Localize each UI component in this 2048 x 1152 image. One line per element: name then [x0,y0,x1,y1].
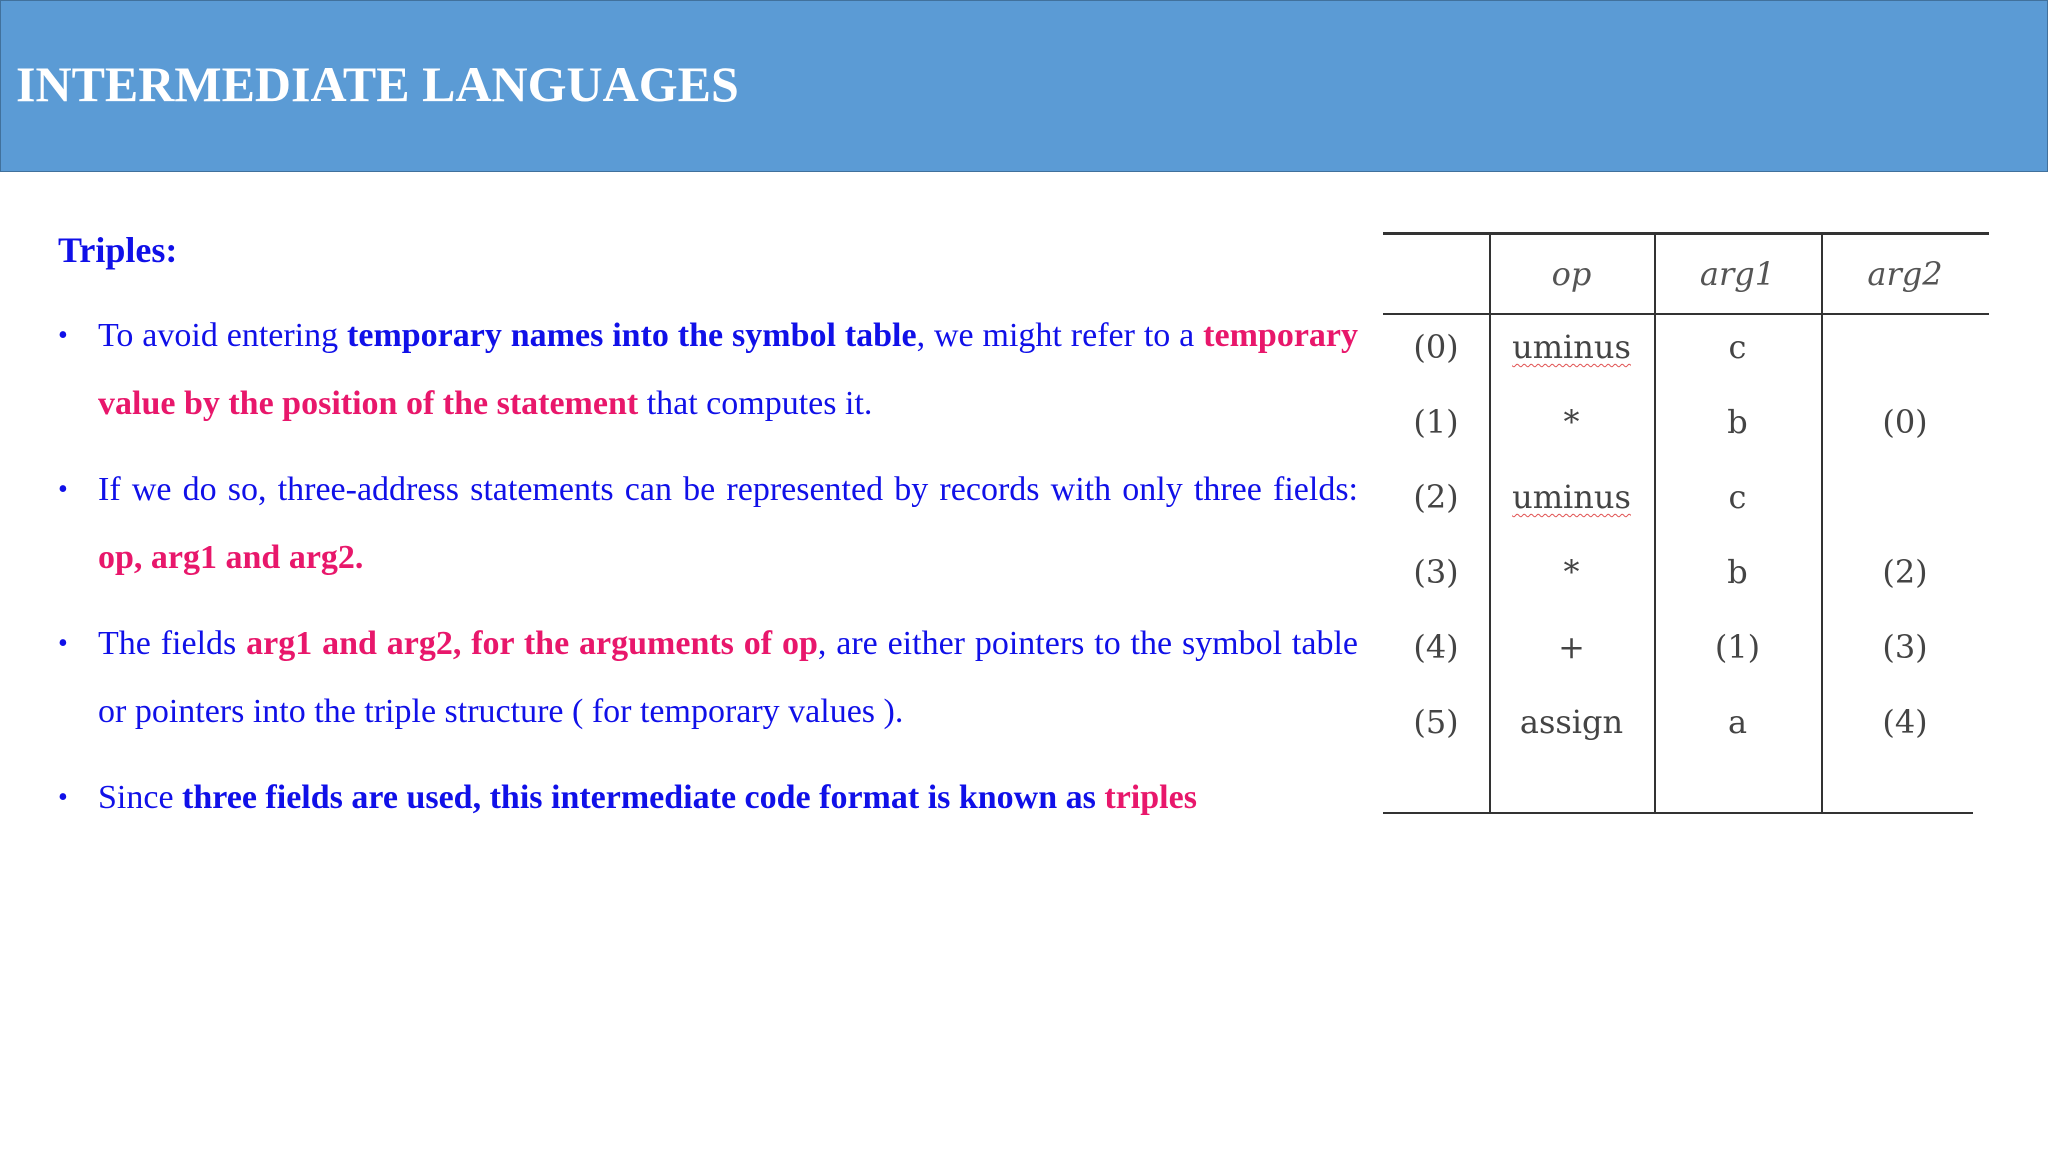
table-cell-text: (4) [1413,628,1459,666]
table-cell-text: a [1727,703,1748,741]
table-cell-text: (4) [1882,703,1928,741]
bullet-text-segment: The fields [98,625,247,662]
table-bottom-rule [1383,812,1973,814]
bullet-text-segment: triples [1104,779,1197,816]
bullet-text-segment: To avoid entering [98,317,348,354]
table-cell [1654,327,1821,367]
table-cell-text: (1) [1413,403,1459,441]
bullet-text-segment: Since [98,779,183,816]
table-cell-text: * [1563,403,1580,441]
table-cell [1821,702,1989,742]
bullet-item [58,610,1358,746]
table-cell-text: b [1727,403,1748,441]
bullet-text-segment: temporary value by the position of the statement [98,317,1358,422]
table-header-cell [1489,254,1654,294]
table-cell-text: c [1728,478,1747,516]
table-cell [1654,477,1821,517]
table-cell [1821,402,1989,442]
table-cell-text: (0) [1413,328,1459,366]
table-cell [1654,627,1821,667]
table-cell [1489,327,1654,367]
table-cell-text: uminus [1512,328,1631,366]
bullet-item [58,764,1358,832]
table-cell [1383,702,1489,742]
slide-header [0,0,2048,172]
table-cell-text: arg2 [1867,254,1943,293]
bullet-text-segment: op, arg1 and arg2. [98,539,364,576]
bullet-text-segment: , are either pointers to the symbol table or pointers into the triple structure ( for temporary values ). [98,625,1359,730]
table-cell [1654,402,1821,442]
table-cell-text: assign [1519,703,1624,741]
table-cell-text: (5) [1413,703,1459,741]
triples-table [1383,230,1989,815]
table-header-cell [1654,254,1821,294]
table-cell [1489,702,1654,742]
table-cell-text: (1) [1714,628,1761,666]
table-cell [1489,552,1654,592]
bullet-dot-icon: • [58,628,68,659]
section-title: Triples: [58,230,178,270]
table-cell [1821,552,1989,592]
bullet-text-segment: arg1 and arg2, for the arguments of op [246,625,818,662]
table-cell-text: (3) [1882,628,1928,666]
table-cell-text: (2) [1413,478,1459,516]
table-cell [1489,477,1654,517]
table-header-cell [1821,254,1989,294]
slide-title: INTERMEDIATE LANGUAGES [16,56,739,112]
table-cell-text: op [1551,254,1592,293]
table-cell [1489,627,1654,667]
bullet-item [58,456,1358,592]
bullet-text-segment: three fields are used, this intermediate code format is known as [182,779,1105,816]
table-cell [1489,402,1654,442]
table-cell-text: arg1 [1699,254,1776,293]
table-cell [1383,552,1489,592]
table-cell [1383,627,1489,667]
bullet-text-segment: temporary names into the symbol table [347,317,917,354]
table-cell-text: + [1558,628,1585,666]
table-cell [1654,552,1821,592]
bullet-dot-icon: • [58,782,68,813]
table-cell-text: uminus [1512,478,1631,516]
bullet-dot-icon: • [58,474,68,505]
table-top-rule [1383,232,1989,235]
table-cell-text: * [1563,553,1580,591]
table-cell [1383,327,1489,367]
bullet-text-segment: If we do so, three-address statements can be represented by records with only three fields: [98,471,1358,508]
table-cell-text: b [1727,553,1748,591]
table-cell [1654,702,1821,742]
table-cell-text: (0) [1882,403,1928,441]
table-cell [1383,477,1489,517]
bullet-item [58,302,1358,438]
table-cell [1383,402,1489,442]
table-cell-text: (3) [1413,553,1459,591]
bullet-list [58,302,1359,832]
bullet-text-segment: , we might refer to a [916,317,1204,354]
table-cell-text: (2) [1882,553,1928,591]
table-header-rule [1383,313,1989,315]
table-cell-text: c [1728,328,1747,366]
bullet-text-segment: that computes it. [638,385,873,422]
bullet-dot-icon: • [58,320,68,351]
table-cell [1821,627,1989,667]
slide-content [58,228,1359,828]
